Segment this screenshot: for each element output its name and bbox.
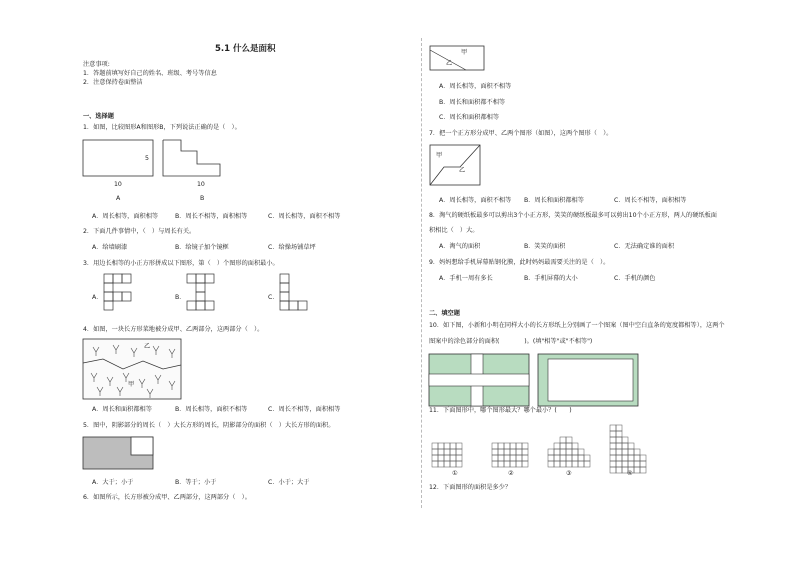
- q11-fig4-cell: [610, 443, 616, 449]
- q11-fig2-cell: [510, 455, 516, 461]
- q11-fig3-cell: [548, 461, 554, 467]
- notes-item-1: 1．答题前填写好自己的姓名、班级、考号等信息: [83, 70, 217, 77]
- q11-fig4-cell: [622, 455, 628, 461]
- q3-label-c: C．: [268, 294, 279, 301]
- q4-text: 4．如图，一块长方形菜地被分成甲、乙两部分，这两部分（ ）。: [83, 326, 264, 333]
- q3-figure-b: [187, 274, 227, 324]
- q11-fig2-cell: [504, 443, 510, 449]
- q11-fig3-cell: [560, 449, 566, 455]
- q11-fig4-cell: [634, 449, 640, 455]
- q11-fig4-cell: [616, 461, 622, 467]
- q1-option-c[interactable]: C．周长相等，面积不相等: [268, 213, 341, 220]
- q11-fig4-cell: [610, 467, 616, 473]
- q11-fig4-cell: [634, 467, 640, 473]
- notes-item-2: 2．注意保持卷面整洁: [83, 79, 143, 86]
- q11-fig3-cell: [578, 455, 584, 461]
- q11-fig2-cell: [516, 443, 522, 449]
- q11-fig4-cell: [616, 431, 622, 437]
- q11-label-2: ②: [508, 470, 514, 477]
- q11-fig4-cell: [610, 461, 616, 467]
- q11-fig1-cell: [444, 461, 450, 467]
- q11-fig2-cell: [504, 461, 510, 467]
- q11-fig4-cell: [622, 461, 628, 467]
- q6-text: 6．如图所示，长方形被分成甲、乙两部分，这两部分（ ）。: [83, 494, 251, 501]
- q6-label-jia: 甲: [461, 49, 468, 56]
- q1-shape-b: [163, 140, 220, 176]
- q11-fig1-cell: [456, 461, 462, 467]
- q5-figure: [83, 437, 155, 471]
- q11-fig4-cell: [610, 431, 616, 437]
- q11-fig1-cell: [456, 455, 462, 461]
- q11-fig2-cell: [522, 455, 528, 461]
- q7-boundary: [430, 145, 480, 185]
- q12-text: 12．下面图形的面积是多少？: [429, 484, 512, 491]
- q10-text: 10．如下图，小新和小明在同样大小的长方形纸上分别画了一个图案（图中空白直条的宽度都相等），这两个: [429, 322, 725, 329]
- q11-fig4-cell: [616, 425, 622, 431]
- q11-fig3-cell: [566, 437, 572, 443]
- q11-fig4-cell: [622, 437, 628, 443]
- section-fill-title: 二、填空题: [429, 310, 460, 317]
- q11-text: 11．下面图形中，哪个图形最大？哪个最小？( ): [429, 407, 572, 414]
- q11-fig1-cell: [432, 449, 438, 455]
- q11-fig4-cell: [640, 455, 646, 461]
- q11-fig3-cell: [578, 449, 584, 455]
- q1-shape-a: [83, 140, 153, 176]
- q11-fig3-cell: [554, 461, 560, 467]
- q11-fig4-cell: [628, 455, 634, 461]
- q11-fig4-cell: [616, 443, 622, 449]
- q11-fig4-cell: [610, 437, 616, 443]
- q11-fig1-cell: [438, 455, 444, 461]
- q11-fig3-cell: [572, 455, 578, 461]
- q11-fig3-cell: [554, 443, 560, 449]
- q11-fig3-cell: [572, 449, 578, 455]
- q11-fig4-cell: [610, 455, 616, 461]
- q11-fig2-cell: [504, 449, 510, 455]
- q11-fig4-cell: [634, 461, 640, 467]
- q9-text: 9．妈妈想给手机屏幕贴钢化膜，此时妈妈最需要关注的是（ ）。: [429, 259, 610, 266]
- q8-option-a[interactable]: A．淘气的面积: [439, 243, 481, 250]
- q3-label-b: B．: [175, 294, 186, 301]
- q1-figure: [80, 137, 280, 207]
- q11-fig3-cell: [554, 455, 560, 461]
- q2-option-c[interactable]: C．给操场铺草坪: [268, 244, 316, 251]
- q11-fig3-cell: [548, 455, 554, 461]
- q11-fig1-cell: [432, 443, 438, 449]
- q11-fig1-cell: [438, 461, 444, 467]
- q4-label-jia: 甲: [128, 381, 135, 388]
- q11-fig3-cell: [566, 449, 572, 455]
- q11-fig4-cell: [616, 437, 622, 443]
- q11-fig1-cell: [438, 443, 444, 449]
- column-divider: [421, 38, 422, 508]
- q10-inner-rect: [548, 359, 633, 401]
- q11-fig3-cell: [560, 437, 566, 443]
- q11-fig2-cell: [522, 449, 528, 455]
- q3-figure-c: [280, 274, 320, 324]
- q1-dim-width-b: 10: [197, 181, 205, 188]
- q11-fig4-cell: [640, 467, 646, 473]
- q6-option-b[interactable]: B．周长和面积都不相等: [439, 99, 506, 106]
- q11-fig4-cell: [610, 425, 616, 431]
- q11-fig2-cell: [522, 443, 528, 449]
- q4-figure: [83, 339, 183, 401]
- q11-fig1-cell: [456, 449, 462, 455]
- q4-label-yi: 乙: [144, 343, 151, 350]
- q1-label-a: A: [116, 195, 121, 202]
- q1-dim-height: 5: [145, 155, 149, 162]
- q8-option-b[interactable]: B．笑笑的面积: [524, 243, 566, 250]
- q11-fig2-cell: [498, 455, 504, 461]
- q5-notch: [131, 437, 153, 455]
- q11-label-3: ③: [566, 470, 572, 477]
- q1-label-b: B: [200, 195, 205, 202]
- q11-label-4: ④: [627, 470, 633, 477]
- q11-fig1-cell: [450, 443, 456, 449]
- notes-heading: 注意事项:: [83, 61, 110, 68]
- q11-fig4-cell: [610, 449, 616, 455]
- q11-fig3-cell: [554, 449, 560, 455]
- q11-fig3-cell: [548, 449, 554, 455]
- q11-fig1-cell: [450, 449, 456, 455]
- q11-fig4-cell: [616, 455, 622, 461]
- q11-fig4-cell: [634, 455, 640, 461]
- q8-text: 8．淘气的硬纸板最多可以剪出3个小正方形，笑笑的硬纸板最多可以剪出10个小正方形，两人的硬纸板面: [429, 212, 717, 219]
- q11-fig4-cell: [628, 449, 634, 455]
- q1-text: 1．如图，比较图形A和图形B，下列说法正确的是（ ）。: [83, 124, 241, 131]
- q11-fig2-cell: [504, 455, 510, 461]
- q11-fig1-cell: [432, 461, 438, 467]
- q11-fig2-cell: [498, 449, 504, 455]
- q11-fig1-cell: [444, 443, 450, 449]
- q11-fig4-cell: [622, 449, 628, 455]
- q11-label-1: ①: [452, 470, 458, 477]
- q2-option-b[interactable]: B．给镜子加个镜框: [175, 244, 229, 251]
- q5-option-c[interactable]: C．小于；大于: [268, 479, 310, 486]
- q6-option-a[interactable]: A．周长相等，面积不相等: [439, 83, 512, 90]
- q10-horizontal-strip: [429, 374, 529, 386]
- q4-option-a[interactable]: A．周长和面积都相等: [92, 406, 152, 413]
- q11-fig1-cell: [438, 449, 444, 455]
- q11-fig3-cell: [560, 443, 566, 449]
- q9-option-b[interactable]: B．手机屏幕的大小: [524, 275, 578, 282]
- q11-fig1-cell: [444, 455, 450, 461]
- q11-fig2-cell: [516, 449, 522, 455]
- q11-fig4-cell: [628, 443, 634, 449]
- q11-fig3-cell: [584, 455, 590, 461]
- q11-fig2-cell: [492, 461, 498, 467]
- q10-figure-xiaoming: [538, 354, 640, 408]
- q11-figures: [430, 423, 670, 479]
- q11-fig2-cell: [510, 461, 516, 467]
- q10-text-cont: 图案中的涂色部分的面积( )。(填"相等"或"不相等"): [429, 338, 593, 345]
- q11-fig3-cell: [566, 443, 572, 449]
- q11-fig2-cell: [498, 443, 504, 449]
- q9-option-a[interactable]: A．手机一周有多长: [439, 275, 493, 282]
- q11-fig3-cell: [560, 461, 566, 467]
- q11-fig3-cell: [572, 461, 578, 467]
- q3-figure-a: [104, 274, 144, 324]
- q11-fig1-cell: [444, 449, 450, 455]
- q11-fig4-cell: [616, 467, 622, 473]
- q5-option-b[interactable]: B．等于；小于: [175, 479, 217, 486]
- q11-fig2-cell: [522, 461, 528, 467]
- q5-text: 5．图中，阴影部分的周长（ ）大长方形的周长，阴影部分的面积（ ）大长方形的面积。: [83, 422, 335, 429]
- q10-figure-xiaoxin: [429, 354, 531, 408]
- q11-fig2-cell: [492, 443, 498, 449]
- q11-fig2-cell: [510, 443, 516, 449]
- q9-option-c[interactable]: C．手机的颜色: [614, 275, 656, 282]
- q11-fig4-cell: [616, 449, 622, 455]
- q3-text: 3．用边长相等的小正方形拼成以下图形，第（ ）个图形的面积最小。: [83, 260, 279, 267]
- q7-option-b[interactable]: B．周长和面积都相等: [524, 197, 584, 204]
- q11-fig3-cell: [566, 455, 572, 461]
- q11-fig3-cell: [578, 461, 584, 467]
- q1-dim-width-a: 10: [114, 181, 122, 188]
- q11-fig1-cell: [450, 461, 456, 467]
- q8-option-c[interactable]: C．无法确定谁的面积: [614, 243, 675, 250]
- q8-text-cont: 积相比（ ）大。: [429, 227, 479, 234]
- q11-fig2-cell: [498, 461, 504, 467]
- q7-option-a[interactable]: A．周长相等，面积不相等: [439, 197, 512, 204]
- q11-fig2-cell: [516, 461, 522, 467]
- section-choice-title: 一、选择题: [83, 113, 114, 120]
- q7-label-yi: 乙: [459, 167, 466, 174]
- q6-option-c[interactable]: C．周长和面积都相等: [439, 114, 500, 121]
- q11-fig1-cell: [456, 443, 462, 449]
- q2-text: 2．下面几件事情中，（ ）与周长有关。: [83, 228, 196, 235]
- q11-fig2-cell: [492, 455, 498, 461]
- q4-option-c[interactable]: C．周长不相等，面积相等: [268, 406, 341, 413]
- q2-option-a[interactable]: A．给墙刷漆: [92, 244, 128, 251]
- q6-label-yi: 乙: [446, 60, 453, 67]
- q11-fig1-cell: [450, 455, 456, 461]
- q1-option-b[interactable]: B．周长不相等，面积相等: [175, 213, 248, 220]
- q11-fig4-cell: [628, 461, 634, 467]
- q3-label-a: A．: [92, 294, 103, 301]
- q11-fig2-cell: [492, 449, 498, 455]
- q11-fig3-cell: [560, 455, 566, 461]
- q11-fig3-cell: [566, 461, 572, 467]
- q11-fig4-cell: [622, 443, 628, 449]
- q5-option-a[interactable]: A．大于；小于: [92, 479, 134, 486]
- q7-label-jia: 甲: [436, 152, 443, 159]
- q6-figure: [430, 46, 486, 72]
- q4-option-b[interactable]: B．周长相等，面积不相等: [175, 406, 248, 413]
- q7-text: 7．把一个正方形分成甲、乙两个图形（如图），这两个图形（ ）。: [429, 130, 613, 137]
- q11-fig2-cell: [510, 449, 516, 455]
- q11-fig2-cell: [516, 455, 522, 461]
- page-title: 5.1 什么是面积: [215, 44, 276, 54]
- q7-option-c[interactable]: C．周长不相等，面积相等: [614, 197, 687, 204]
- q11-fig4-cell: [640, 461, 646, 467]
- q11-fig1-cell: [432, 455, 438, 461]
- q1-option-a[interactable]: A．周长相等，面积相等: [92, 213, 159, 220]
- q11-fig3-cell: [584, 461, 590, 467]
- q11-fig3-cell: [572, 443, 578, 449]
